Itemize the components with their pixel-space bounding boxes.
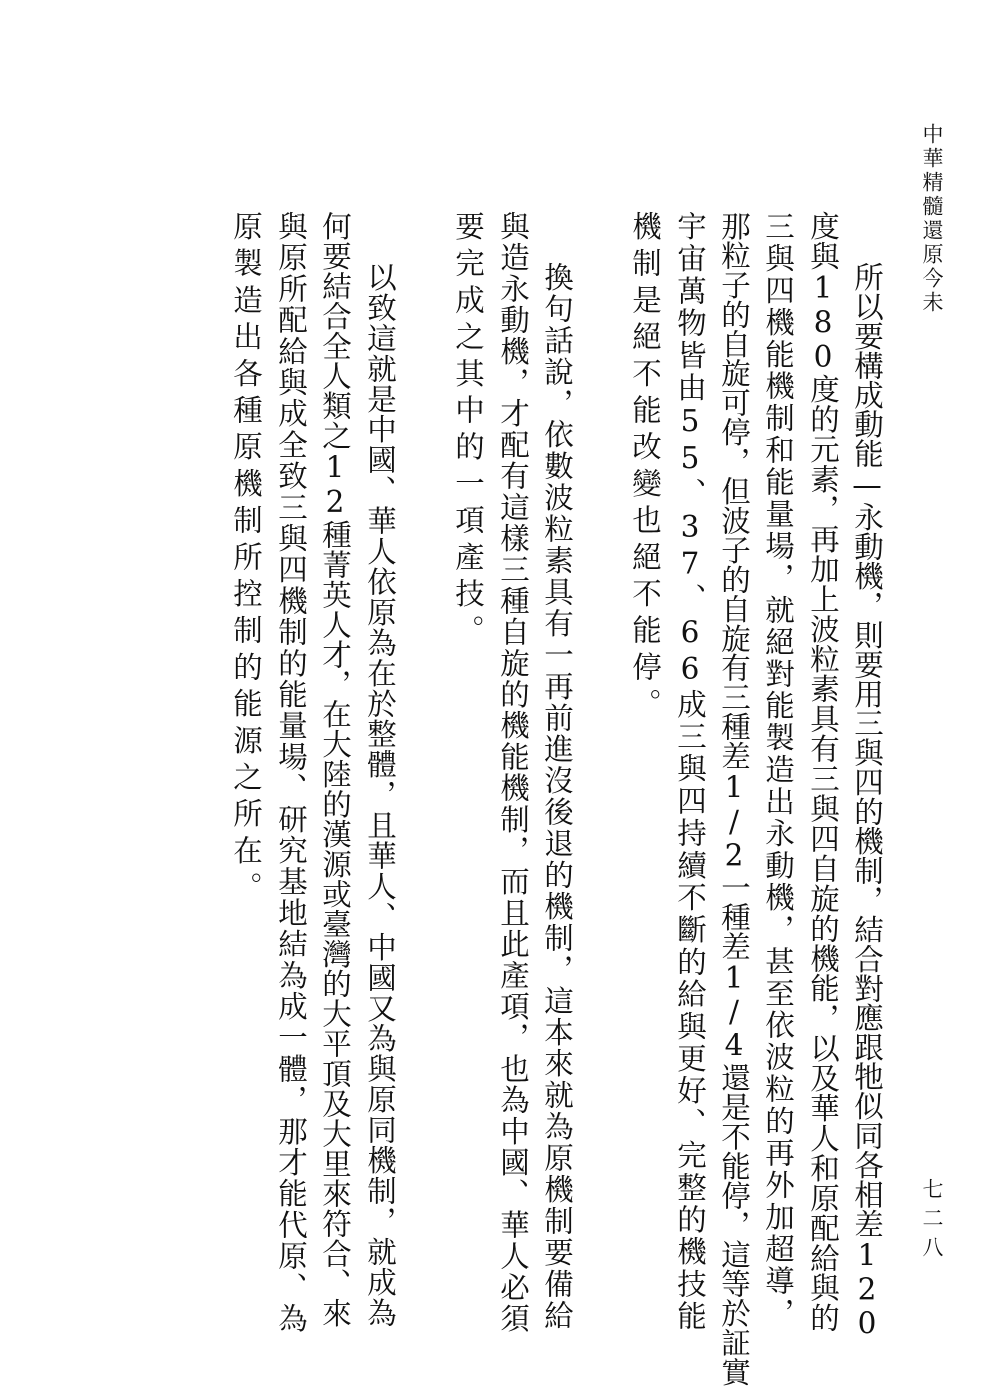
text-line: 宇宙萬物皆由55、37、66成三與四持續不斷的給與更好、完整的機技能 <box>673 211 707 1333</box>
text-line: 與造永動機，才配有這樣三種自旋的機能機制，而且此產項，也為中國、華人必須 <box>496 211 530 1335</box>
text-line: 度與180度的元素，再加上波粒素具有三與四自旋的機能，以及華人和原配給與的 <box>806 211 840 1333</box>
text-line: 要完成之其中的一項產技。 <box>451 211 485 652</box>
text-line: 原製造出各種原機制所控制的能源之所在。 <box>229 211 263 909</box>
text-line: 那粒子的自旋可停，但波子的自旋有三種差1/2一種差1/4還是不能停，這等於証實 <box>717 211 751 1387</box>
page-number: 七二八 <box>920 1178 944 1265</box>
text-line: 與原所配給與成全致三與四機制的能量場、研究基地結為成一體，那才能代原、為 <box>274 211 308 1335</box>
text-line: 何要結合全人類之12種菁英人才，在大陸的漢源或臺灣的大平頂及大里來符合、來 <box>318 211 352 1329</box>
text-line: 三與四機能機制和能量場，就絕對能製造出永動機，甚至依波粒的再外加超導， <box>761 211 795 1330</box>
text-line: 換句話說，依數波粒素具有一再前進沒後退的機制，這本來就為原機制要備給 <box>540 262 574 1332</box>
text-line: 以致這就是中國、華人依原為在於整體，且華人、中國又為與原同機制，就成為 <box>363 262 397 1328</box>
text-line: 機制是絕不能改變也絕不能停。 <box>628 211 662 725</box>
text-line: 所以要構成動能—永動機，則要用三與四的機制，結合對應跟牠似同各相差120 <box>850 262 884 1341</box>
running-title: 中華精髓還原今未 <box>920 123 944 315</box>
